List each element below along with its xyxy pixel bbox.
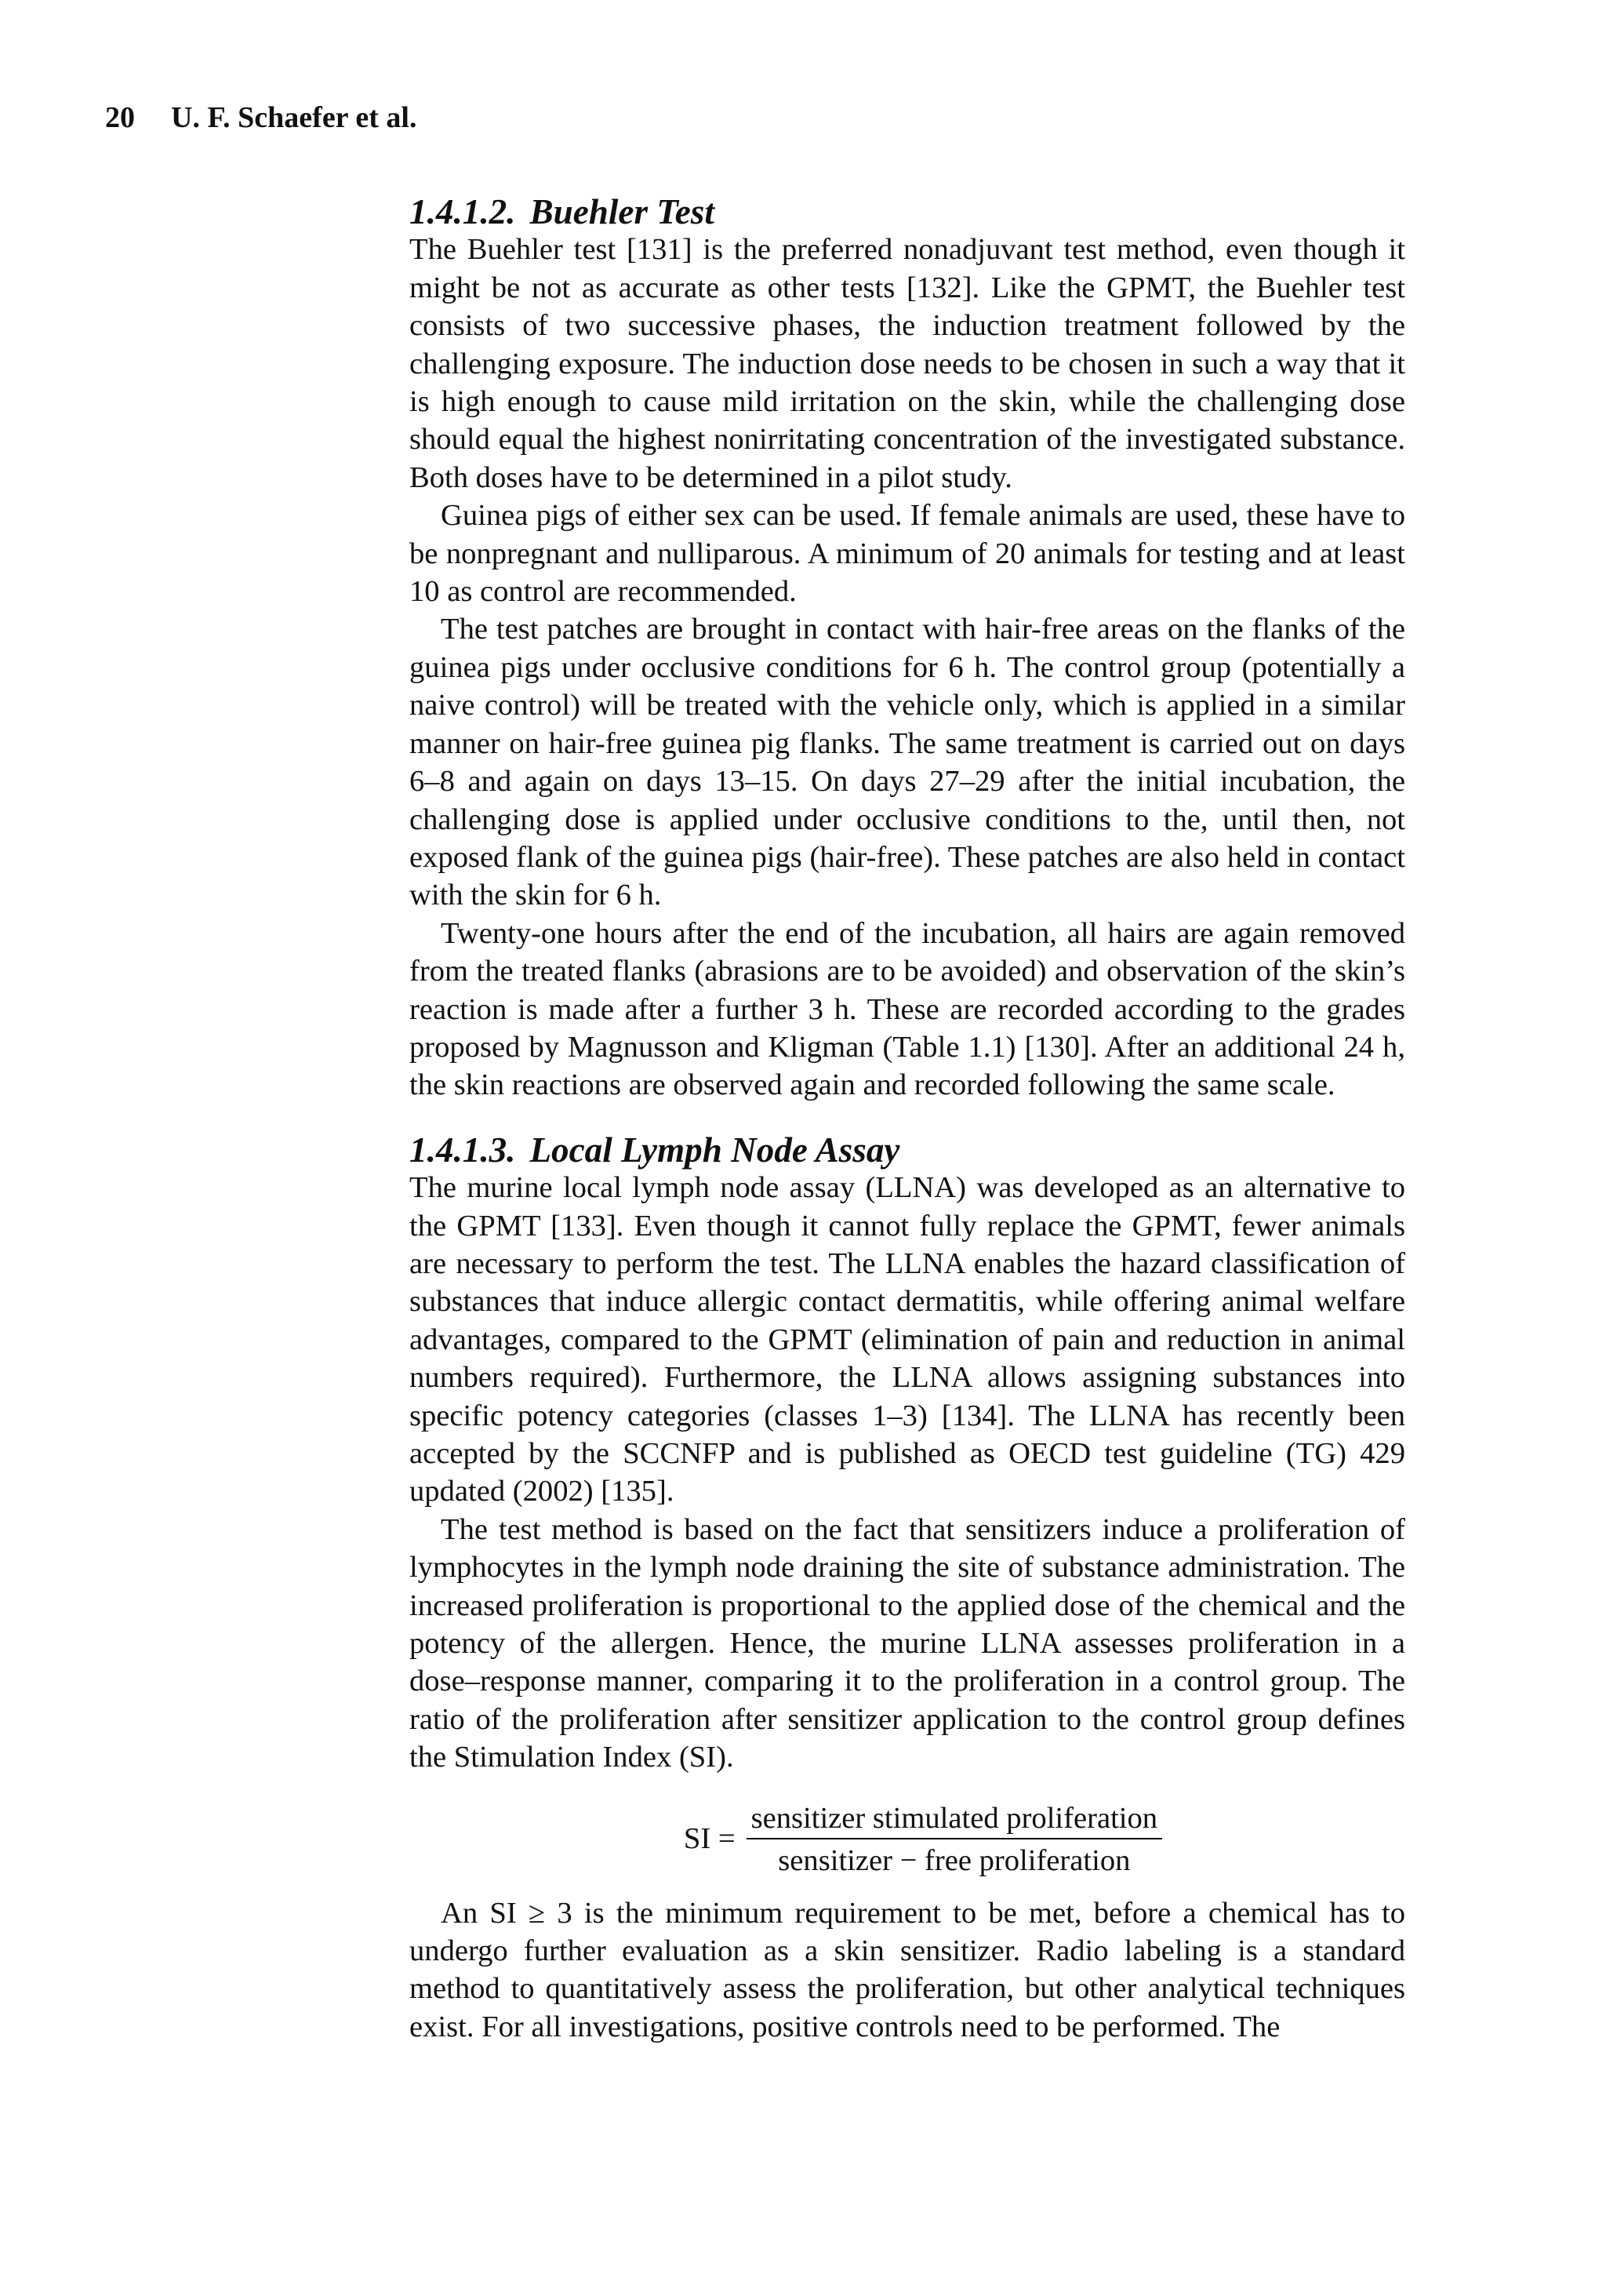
section-buehler-test [409,193,1405,1104]
section-number: 1.4.1.2. [409,192,516,231]
running-head-authors: U. F. Schaefer et al. [171,101,417,134]
paragraph: Twenty-one hours after the end of the incubation, all hairs are again removed from the treated flanks (abrasions are to be avoided) and observation of the skin’s reaction is made after a further 3 h. These are recorded according to the grades proposed by Magnusson and Kligman (Table 1.1) [130]. After an additional 24 h, the skin reactions are observed again and recorded following the same scale. [409,916,1405,1102]
running-head [105,99,416,136]
page-body [409,193,1405,2046]
page-number: 20 [105,101,135,134]
equation-fraction [747,1800,1163,1879]
section-number: 1.4.1.3. [409,1130,516,1170]
equation-numerator: sensitizer stimulated proliferation [747,1800,1163,1839]
equation-denominator: sensitizer − free proliferation [778,1843,1131,1877]
paragraph: The test patches are brought in contact with hair-free areas on the flanks of the guinea pigs under occlusive conditions for 6 h. The control group (potentially a naive control) will be treated with the vehicle only, which is applied in a similar manner on hair-free guinea pig flanks. The same treatment is carried out on days 6–8 and again on days 13–15. On days 27–29 after the initial incubation, the challenging dose is applied under occlusive conditions to the, until then, not exposed flank of the guinea pigs (hair-free). These patches are also held in contact with the skin for 6 h. [409,613,1405,912]
paragraph: The murine local lymph node assay (LLNA) was developed as an alternative to the GPMT [133]. Even though it cannot fully replace the GPMT, fewer animals are necessary to perform the test. The LLNA enables the hazard classification of substances that induce allergic contact dermatitis, while offering animal welfare advantages, compared to the GPMT (elimination of pain and reduction in animal numbers required). Furthermore, the LLNA allows assigning substances into specific potency categories (classes 1–3) [134]. The LLNA has recently been accepted by the SCCNFP and is published as OECD test guideline (TG) 429 updated (2002) [135]. [409,1171,1405,1508]
section-title: Buehler Test [529,192,714,231]
paragraph: The Buehler test [131] is the preferred nonadjuvant test method, even though it might be not as accurate as other tests [132]. Like the GPMT, the Buehler test consists of two successive phases, the induction treatment followed by the challenging exposure. The induction dose needs to be chosen in such a way that it is high enough to cause mild irritation on the skin, while the challenging dose should equal the highest nonirritating concentration of the investigated substance. Both doses have to be determined in a pilot study. [409,233,1405,494]
paragraph: An SI ≥ 3 is the minimum requirement to be met, before a chemical has to undergo further evaluation as a skin sensitizer. Radio labeling is a standard method to quantitatively assess the proliferation, but other analytical techniques exist. For all investigations, positive controls need to be performed. The [409,1896,1405,2043]
paragraph: Guinea pigs of either sex can be used. If female animals are used, these have to be nonpregnant and nulliparous. A minimum of 20 animals for testing and at least 10 as control are recommended. [409,499,1405,609]
section-local-lymph-node-assay [409,1131,1405,2047]
paragraph: The test method is based on the fact that sensitizers induce a proliferation of lymphocytes in the lymph node draining the site of substance administration. The increased proliferation is proportional to the applied dose of the chemical and the potency of the allergen. Hence, the murine LLNA assesses proliferation in a dose–response manner, comparing it to the proliferation in a control group. The ratio of the proliferation after sensitizer application to the control group defines the Stimulation Index (SI). [409,1512,1405,1774]
equation-lhs: SI = [683,1822,736,1856]
section-heading [409,193,1405,231]
section-title: Local Lymph Node Assay [529,1130,900,1170]
stimulation-index-equation [409,1800,1405,1879]
section-heading [409,1131,1405,1169]
